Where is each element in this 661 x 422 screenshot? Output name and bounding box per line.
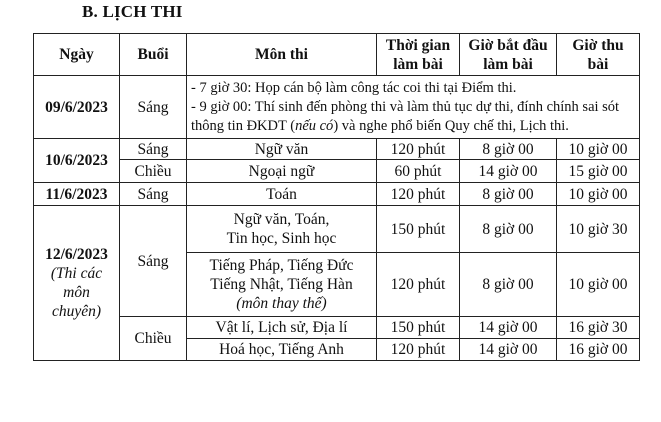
header-row (34, 34, 640, 76)
session-cell: Chiều (120, 160, 187, 183)
start-cell: 8 giờ 00 (460, 206, 557, 253)
start-cell: 8 giờ 00 (460, 183, 557, 206)
header-mon-thi: Môn thi (187, 34, 377, 76)
header-buoi: Buổi (120, 34, 187, 76)
section-title: B. LỊCH THI (82, 2, 183, 21)
subject-cell: Vật lí, Lịch sử, Địa lí (187, 317, 377, 339)
header-gio-thu: Giờ thu bài (557, 34, 640, 76)
start-cell: 8 giờ 00 (460, 139, 557, 160)
date-cell: 10/6/2023 (34, 139, 120, 183)
end-cell: 10 giờ 00 (557, 139, 640, 160)
table-row (34, 139, 640, 160)
subject-cell: Hoá học, Tiếng Anh (187, 339, 377, 361)
session-cell: Chiều (120, 317, 187, 361)
duration-cell: 150 phút (377, 206, 460, 253)
start-cell: 14 giờ 00 (460, 317, 557, 339)
note-cell: - 7 giờ 30: Họp cán bộ làm công tác coi thi tại Điểm thi. - 9 giờ 00: Thí sinh đến phòng thi và làm thủ tục dự thi, đính chính sai sót thông tin ĐKDT (nếu có) và nghe phổ biến Quy chế thi, Lịch thi. (187, 76, 640, 139)
end-cell: 10 giờ 00 (557, 183, 640, 206)
start-cell: 14 giờ 00 (460, 160, 557, 183)
session-cell: Sáng (120, 76, 187, 139)
table-row (34, 183, 640, 206)
session-cell: Sáng (120, 139, 187, 160)
start-cell: 8 giờ 00 (460, 253, 557, 317)
subject-cell: Toán (187, 183, 377, 206)
duration-cell: 150 phút (377, 317, 460, 339)
end-cell: 16 giờ 30 (557, 317, 640, 339)
table-row (34, 206, 640, 253)
end-cell: 10 giờ 00 (557, 253, 640, 317)
header-ngay: Ngày (34, 34, 120, 76)
end-cell: 16 giờ 00 (557, 339, 640, 361)
subject-cell: Ngữ văn, Toán, Tin học, Sinh học (187, 206, 377, 253)
duration-cell: 120 phút (377, 139, 460, 160)
header-gio-bat-dau: Giờ bắt đầu làm bài (460, 34, 557, 76)
subject-cell: Ngoại ngữ (187, 160, 377, 183)
table-row (34, 76, 640, 139)
header-thoi-gian: Thời gian làm bài (377, 34, 460, 76)
duration-cell: 120 phút (377, 339, 460, 361)
exam-schedule-table (33, 33, 640, 361)
end-cell: 10 giờ 30 (557, 206, 640, 253)
subject-cell: Ngữ văn (187, 139, 377, 160)
duration-cell: 120 phút (377, 183, 460, 206)
duration-cell: 120 phút (377, 253, 460, 317)
session-cell: Sáng (120, 206, 187, 317)
duration-cell: 60 phút (377, 160, 460, 183)
subject-cell: Tiếng Pháp, Tiếng Đức Tiếng Nhật, Tiếng Hàn (môn thay thế) (187, 253, 377, 317)
end-cell: 15 giờ 00 (557, 160, 640, 183)
date-cell: 12/6/2023 (Thi các môn chuyên) (34, 206, 120, 361)
start-cell: 14 giờ 00 (460, 339, 557, 361)
date-cell: 11/6/2023 (34, 183, 120, 206)
date-cell: 09/6/2023 (34, 76, 120, 139)
table-row (34, 317, 640, 339)
table-row (34, 160, 640, 183)
session-cell: Sáng (120, 183, 187, 206)
